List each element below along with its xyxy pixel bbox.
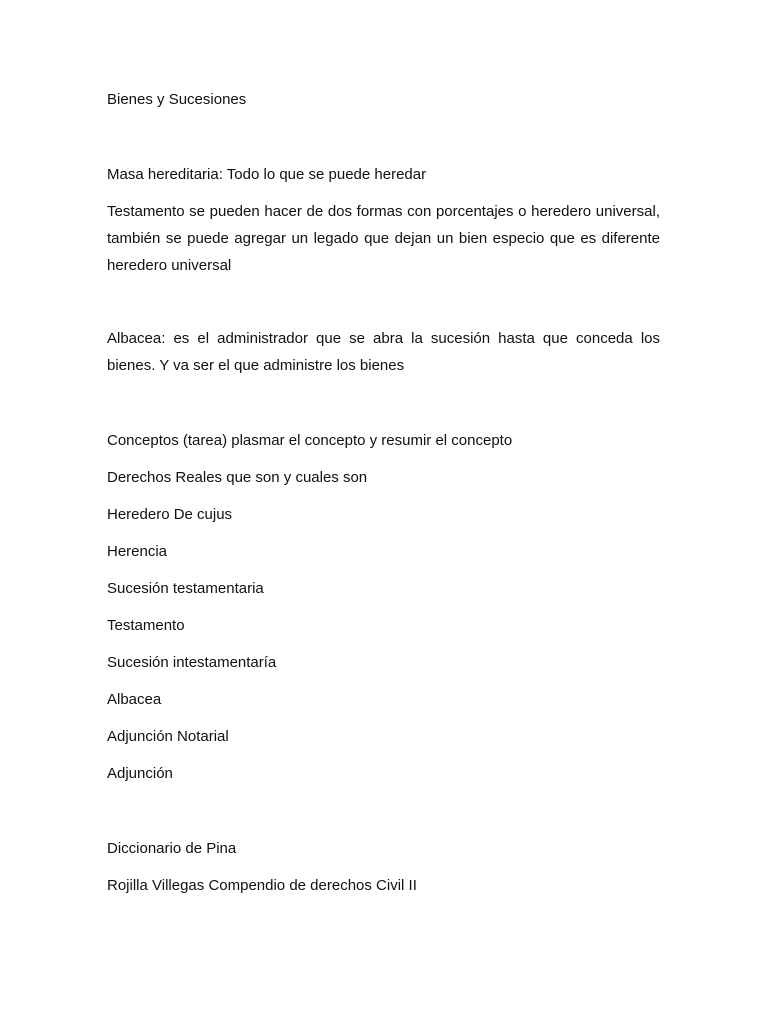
conceptos-heading: Conceptos (tarea) plasmar el concepto y resumir el concepto xyxy=(107,432,513,449)
document-title: Bienes y Sucesiones xyxy=(107,91,247,108)
albacea-paragraph: Albacea: es el administrador que se abra la sucesión hasta que conceda los bienes. Y va ser el que administre los bienes xyxy=(107,330,660,374)
testamento-paragraph: Testamento se pueden hacer de dos formas con porcentajes o heredero universal, también se puede agregar un legado que dejan un bien especio que es diferente heredero universal xyxy=(107,203,660,274)
concept-item: Heredero De cujus xyxy=(107,506,233,523)
concept-item: Sucesión testamentaria xyxy=(107,580,264,597)
concept-item: Sucesión intestamentaría xyxy=(107,654,277,671)
concept-item: Adjunción Notarial xyxy=(107,728,229,745)
concept-item: Derechos Reales que son y cuales son xyxy=(107,469,368,486)
concept-item: Testamento xyxy=(107,617,185,634)
reference-item: Rojilla Villegas Compendio de derechos Civil II xyxy=(107,877,417,894)
concept-item: Herencia xyxy=(107,543,168,560)
concept-item: Albacea xyxy=(107,691,162,708)
masa-hereditaria-line: Masa hereditaria: Todo lo que se puede heredar xyxy=(107,166,427,183)
reference-item: Diccionario de Pina xyxy=(107,840,237,857)
concept-item: Adjunción xyxy=(107,765,173,782)
